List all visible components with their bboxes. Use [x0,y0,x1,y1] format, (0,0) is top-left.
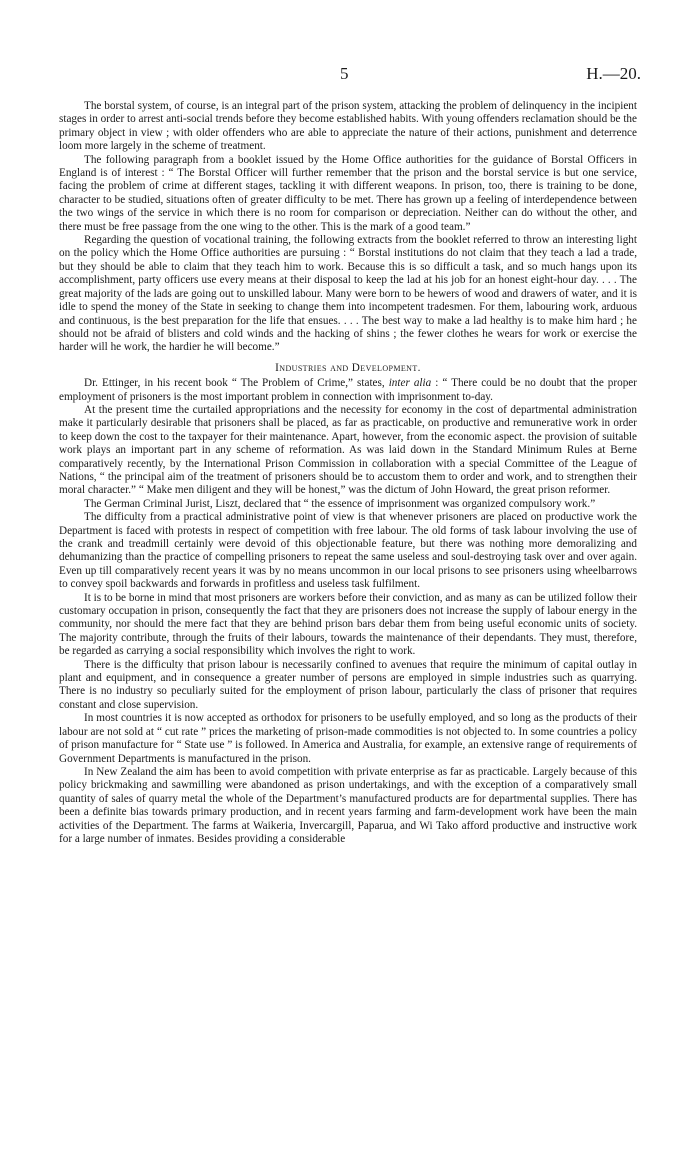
paragraph-capital-outlay: There is the difficulty that prison labour is necessarily confined to avenues that require the minimum of capital outlay in plant and equipment, and in consequence a greater number of persons are employed in simple industries such as quarrying. There is no industry so peculiarly suited for the employment of prison labour, particularly the class of prisoner that requires constant and close supervision. [59,658,637,711]
section-heading: Industries and Development. [275,361,421,374]
paragraph-curtailed-appropriations: At the present time the curtailed appropriations and the necessity for economy in the cost of departmental administration make it particularly desirable that prisoners shall be placed, as far as practicable, on productive and remunerative work in order to keep down the cost to the taxpayer for their maintenance. Apart, however, from the economic aspect. the provision of suitable work plays an important part in any scheme of reformation. As was laid down in the Standard Minimum Rules at Berne comparatively recently, by the International Prison Commission in collaboration with a special Committee of the League of Nations, “ the principal aim of the treatment of prisoners should be to accustom them to order and work, and to strengthen their moral character.” “ Make men diligent and they will be honest,” was the dictum of John Howard, the great prison reformer. [59,403,637,497]
document-reference: H.—20. [586,64,641,83]
paragraph-prisoners-as-workers: It is to be borne in mind that most prisoners are workers before their conviction, and as many as can be utilized follow their customary occupation in prison, consequently the fact that they are prisoners does not increase the supply of labour energy in the community, nor should the mere fact that they are behind prison bars debar them from being useful economic units of society. The majority contribute, through the fruits of their labours, towards the maintenance of their dependants. They must, therefore, be regarded as carrying a social responsibility which involves the right to work. [59,591,637,658]
body-text [59,100,637,846]
paragraph-borstal-system: The borstal system, of course, is an integral part of the prison system, attacking the problem of delinquency in the incipient stages in order to arrest anti-social trends before they become established habits. With young offenders reclamation should be the primary object in view ; with older offenders who are able to appreciate the nature of their actions, punishment and deterrence loom more largely in the scheme of treatment. [59,100,637,153]
paragraph-new-zealand: In New Zealand the aim has been to avoid competition with private enterprise as far as practicable. Largely because of this policy brickmaking and sawmilling were abandoned as prison undertakings, and with the exception of a comparatively small quantity of sales of quarry metal the whole of the Department’s manufactured products are for departmental supplies. There has been a definite bias towards primary production, and in recent years farming and farm-development work have been the main activities of the Department. The farms at Waikeria, Invercargill, Paparua, and Wi Tako afford productive and instructive work for a large number of inmates. Besides providing a considerable [59,765,637,845]
paragraph-vocational-training: Regarding the question of vocational training, the following extracts from the booklet referred to throw an interesting light on the policy which the Home Office authorities are pursuing : “ Borstal institutions do not claim that they teach a lad a trade, but they should be able to claim that they teach him to work. Because this is so difficult a task, and so much hangs upon its accomplishment, party officers use every means at their disposal to keep the lad at his job for an honest eight-hour day. . . . The great majority of the lads are going out to unskilled labour. Many were born to be hewers of wood and drawers of water, and it is idle to spend the money of the State in seeking to change them into incompetent tradesmen. For them, labouring work, arduous and continuous, is the best preparation for the life that ensues. . . . The best way to make a lad healthy is to make him hard ; he should not be afraid of blisters and cold winds and the hacking of shins ; the fewer clothes he wears for work or exercise the harder will he work, the hardier he will become.” [59,234,637,354]
ettinger-italic-phrase: inter alia [388,377,432,390]
page-header [0,64,700,84]
paragraph-other-countries: In most countries it is now accepted as orthodox for prisoners to be usefully employed, and so long as the products of their labour are not sold at “ cut rate ” prices the marketing of prison-made commodities is not objected to. In some countries a policy of prison manufacture for “ State use ” is followed. In America and Australia, for example, an extensive range of requirements of Government Departments is manufactured in the prison. [59,712,637,765]
page-number: 5 [340,64,349,83]
paragraph-home-office-booklet: The following paragraph from a booklet issued by the Home Office authorities for the guidance of Borstal Officers in England is of interest : “ The Borstal Officer will further remember that the prison and the borstal service is but one service, facing the problem of crime at different stages, tackling it with different weapons. In prison, too, there is training to be done, character to be studied, situations often of greater difficulty to be met. There has grown up a feeling of interdependence between the two wings of the service in which there is no room for comparison or depreciation. Neither can do without the other, and there must be free passage from the one wing to the other. This is the mark of a good team.” [59,153,637,233]
ettinger-text-before: Dr. Ettinger, in his recent book “ The Problem of Crime,” states, [84,377,389,390]
paragraph-ettinger [59,377,637,404]
paragraph-liszt: The German Criminal Jurist, Liszt, declared that “ the essence of imprisonment was organized compulsory work.” [84,497,596,510]
ettinger-text-after: : “ There could be no doubt that the proper employment of prisoners is the most important problem in connection with imprisonment to-day. [59,377,637,403]
paragraph-practical-difficulty: The difficulty from a practical administrative point of view is that whenever prisoners are placed on productive work the Department is faced with protests in respect of competition with free labour. The old forms of task labour involving the use of the crank and treadmill certainly were devoid of this objectionable feature, but there was nothing more demoralizing and dehumanizing than the practice of compelling prisoners to repeat the same useless and soul-destroying task over and over again. Even up till comparatively recent years it was by no means uncommon in our local prisons to see prisoners using wheelbarrows to convey spoil backwards and forwards in profitless and useless task fulfilment. [59,511,637,591]
